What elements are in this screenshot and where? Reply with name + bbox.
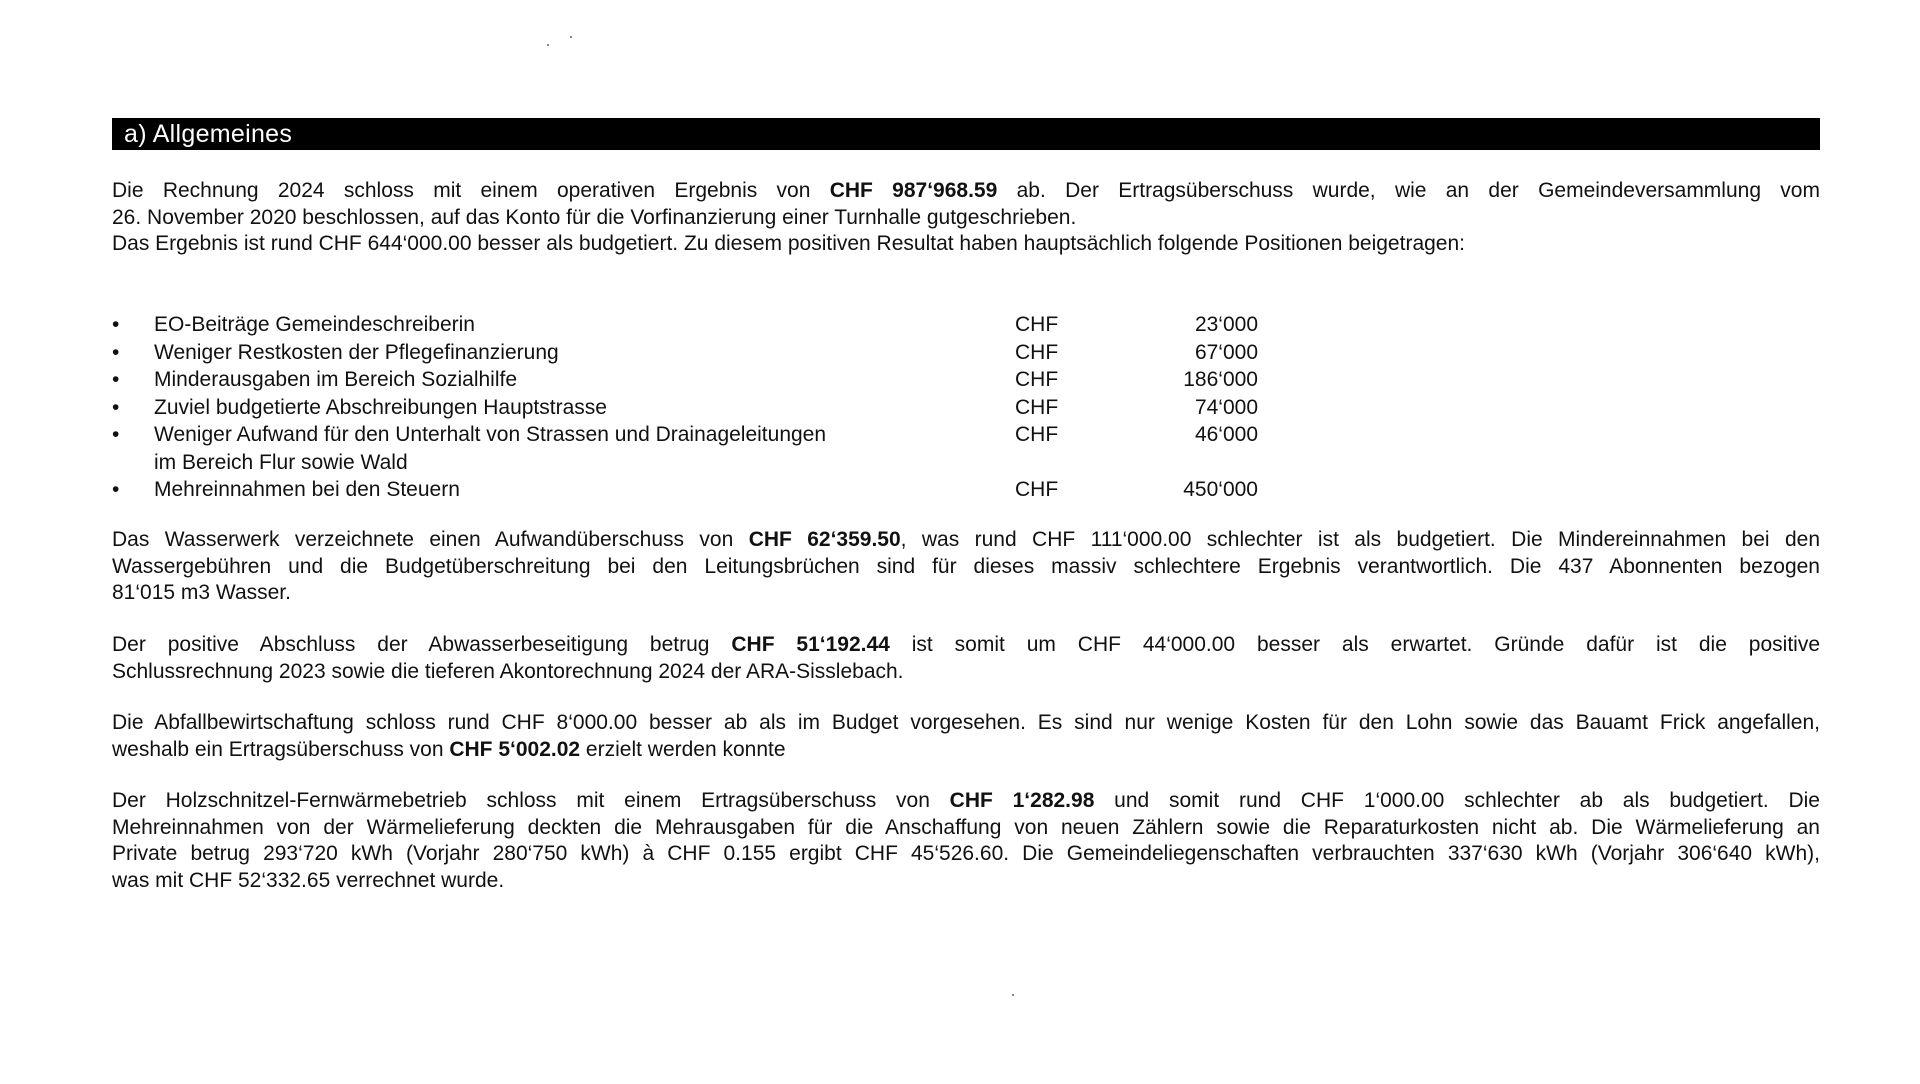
position-amount: 74‘000 (1194, 395, 1258, 419)
list-item (112, 421, 1258, 476)
wasserwerk-line-2: Wassergebühren und die Budgetüberschreitung bei den Leitungsbrüchen sind für dieses massiv schlechtere Ergebnis verantwortlich. Die 437 Abonnenten bezogen (112, 554, 1820, 578)
list-item (112, 339, 1258, 367)
text-span: weshalb ein Ertragsüberschuss von (112, 737, 450, 761)
intro-line-2: 26. November 2020 beschlossen, auf das Konto für die Vorfinanzierung einer Turnhalle gutgeschrieben. (112, 205, 1077, 229)
list-item (112, 311, 1258, 339)
wasserwerk-paragraph (112, 527, 1820, 607)
section-header: a) Allgemeines (112, 118, 1820, 150)
bullet-icon: • (112, 313, 120, 336)
intro-line-1 (112, 178, 1820, 205)
text-span: Der positive Abschluss der Abwasserbeseitigung betrug (112, 633, 732, 656)
text-span: Der Holzschnitzel-Fernwärmebetrieb schloss mit einem Ertragsüberschuss von (112, 789, 950, 812)
position-label: Zuviel budgetierte Abschreibungen Hauptstrasse (154, 395, 607, 419)
result-amount: CHF 51‘192.44 (731, 633, 890, 656)
abfall-line-2 (112, 737, 1820, 764)
list-item (112, 394, 1258, 422)
position-amount: 67‘000 (1194, 340, 1258, 364)
result-amount: CHF 62‘359.50 (748, 528, 901, 551)
scan-speck (547, 44, 549, 46)
text-span: ist somit um CHF 44‘000.00 besser als erwartet. Gründe dafür ist die positive (889, 633, 1820, 656)
position-label (154, 421, 914, 476)
abwasser-line-2: Schlussrechnung 2023 sowie die tieferen Akontorechnung 2024 der ARA-Sisslebach. (112, 659, 904, 683)
result-amount: CHF 5‘002.02 (449, 737, 581, 761)
position-currency: CHF (1015, 313, 1059, 336)
list-item (112, 366, 1258, 394)
wasserwerk-line-3: 81‘015 m3 Wasser. (112, 581, 291, 604)
wasserwerk-line-1 (112, 527, 1820, 554)
scan-speck (570, 36, 572, 38)
intro-line-3: Das Ergebnis ist rund CHF 644‘000.00 besser als budgetiert. Zu diesem positiven Resultat haben hauptsächlich folgende Positionen beigetragen: (112, 232, 1465, 255)
bullet-icon: • (112, 340, 120, 364)
position-label: Mehreinnahmen bei den Steuern (154, 478, 460, 501)
position-label: Weniger Restkosten der Pflegefinanzierung (154, 340, 559, 364)
result-amount: CHF 987‘968.59 (829, 179, 998, 202)
text-span: und somit rund CHF 1‘000.00 schlechter ab als budgetiert. Die (1094, 789, 1820, 812)
list-item (112, 476, 1258, 504)
position-label: EO-Beiträge Gemeindeschreiberin (154, 313, 475, 336)
bullet-icon: • (112, 423, 120, 446)
holz-line-3: Private betrug 293‘720 kWh (Vorjahr 280‘750 kWh) à CHF 0.155 ergibt CHF 45‘526.60. Die Gemeindeliegenschaften verbrauchten 337‘630 kWh (Vorjahr 306‘640 kWh), (112, 842, 1820, 865)
scan-speck (1012, 994, 1014, 996)
text-span: ab. Der Ertragsüberschuss wurde, wie an der Gemeindeversammlung vom (997, 179, 1820, 202)
text-span: erzielt werden konnte (580, 737, 786, 761)
position-currency: CHF (1015, 340, 1059, 364)
position-currency: CHF (1015, 478, 1059, 501)
text-span: Das Wasserwerk verzeichnete einen Aufwandüberschuss von (112, 528, 749, 551)
holz-line-1 (112, 788, 1820, 815)
position-label-line-1: Weniger Aufwand für den Unterhalt von Strassen und Drainageleitungen (154, 423, 827, 446)
position-currency: CHF (1015, 395, 1059, 419)
result-amount: CHF 1‘282.98 (949, 789, 1095, 812)
position-currency: CHF (1015, 423, 1059, 446)
holz-paragraph (112, 788, 1820, 894)
bullet-icon: • (112, 368, 120, 391)
holz-line-2: Mehreinnahmen von der Wärmelieferung deckten die Mehrausgaben für die Anschaffung von neuen Zählern sowie die Reparaturkosten nicht ab. Die Wärmelieferung an (112, 815, 1820, 839)
abwasser-line-1 (112, 632, 1820, 659)
abfall-line-1: Die Abfallbewirtschaftung schloss rund CHF 8‘000.00 besser ab als im Budget vorgesehen. Es sind nur wenige Kosten für den Lohn sowie das Bauamt Frick angefallen, (112, 711, 1820, 734)
position-amount: 46‘000 (1194, 423, 1258, 446)
text-span: Die Rechnung 2024 schloss mit einem operativen Ergebnis von (112, 179, 830, 202)
position-label: Minderausgaben im Bereich Sozialhilfe (154, 368, 518, 391)
positions-list (112, 311, 1258, 504)
position-currency: CHF (1015, 368, 1059, 391)
bullet-icon: • (112, 478, 120, 501)
abwasser-paragraph (112, 632, 1820, 685)
position-amount: 450‘000 (1183, 478, 1258, 501)
position-label-line-2: im Bereich Flur sowie Wald (154, 450, 408, 474)
abfall-paragraph (112, 710, 1820, 763)
intro-paragraph (112, 178, 1820, 258)
position-amount: 186‘000 (1183, 368, 1258, 391)
position-amount: 23‘000 (1194, 313, 1258, 336)
bullet-icon: • (112, 395, 120, 419)
text-span: , was rund CHF 111‘000.00 schlechter ist als budgetiert. Die Mindereinnahmen bei den (900, 528, 1820, 551)
holz-line-4: was mit CHF 52‘332.65 verrechnet wurde. (112, 868, 505, 892)
